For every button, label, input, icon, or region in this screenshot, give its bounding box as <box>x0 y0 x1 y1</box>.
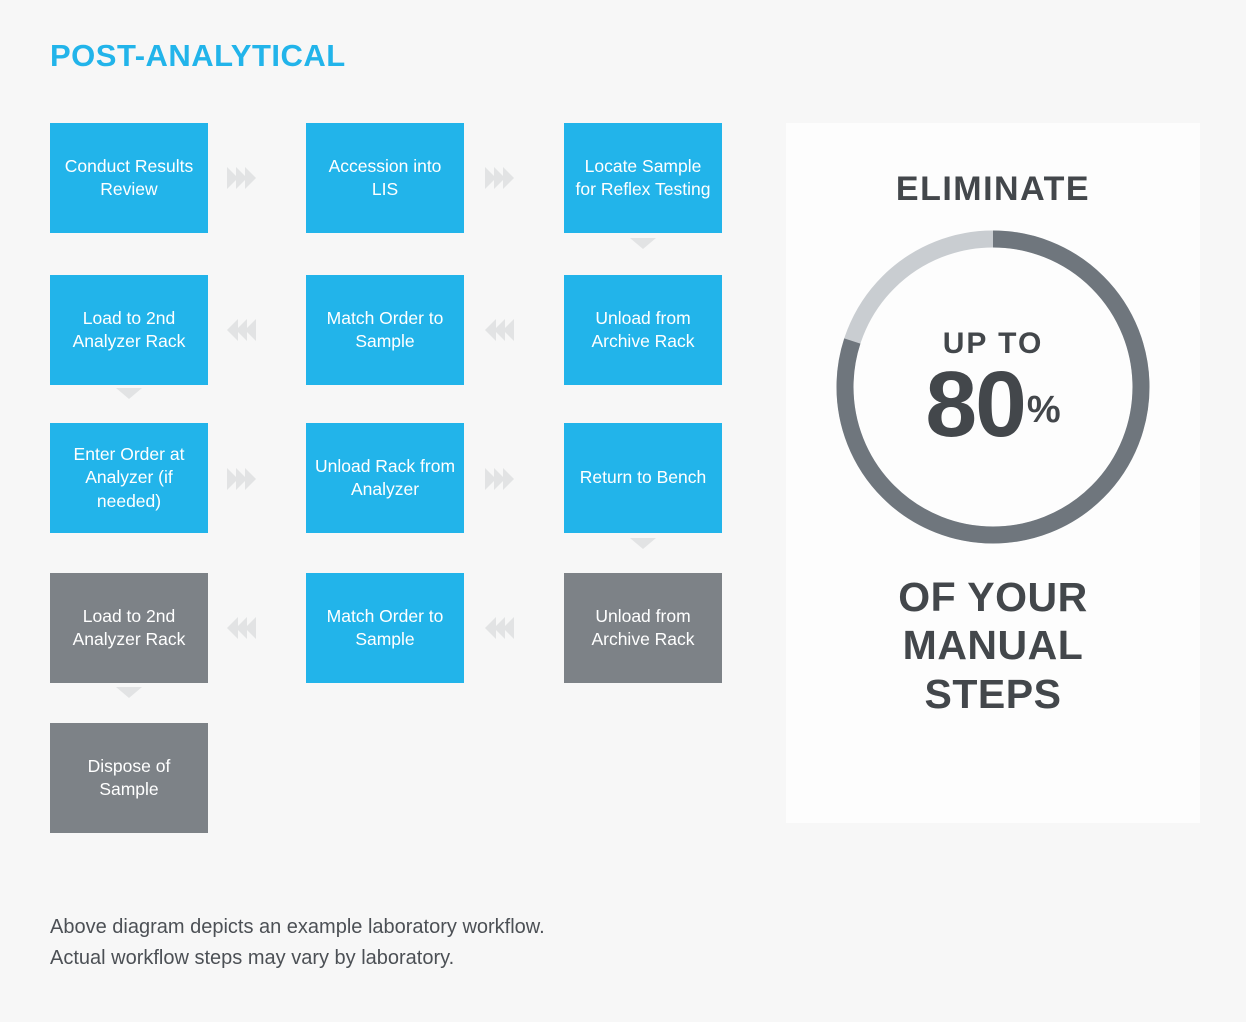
arrow-left-icon <box>486 319 513 341</box>
arrow-down-icon <box>116 389 142 398</box>
arrow-left-icon <box>486 617 513 639</box>
flow-node-label: Enter Order at Analyzer (if needed) <box>73 444 185 511</box>
flow-node-label: Match Order to Sample <box>326 307 444 351</box>
flow-node-return-to-bench <box>564 423 722 533</box>
flow-node-locate-sample-for-reflex-testing <box>564 123 722 233</box>
footnote-line-2: Actual workflow steps may vary by laboratory. <box>50 947 455 969</box>
arrow-down-icon <box>630 539 656 548</box>
stat-card-heading: ELIMINATE <box>895 170 1091 208</box>
footnote-line-1: Above diagram depicts an example laboratory workflow. <box>50 916 545 938</box>
page-title: POST-ANALYTICAL <box>50 38 346 73</box>
flow-node-conduct-results-review <box>50 123 208 233</box>
donut-value: 80 <box>925 352 1025 457</box>
arrow-down-icon <box>116 688 142 697</box>
flow-node-label: Locate Sample for Reflex Testing <box>575 155 711 199</box>
flow-node-load-to-2nd-analyzer-rack-1 <box>50 275 208 385</box>
flow-node-label: Unload from Archive Rack <box>591 605 695 649</box>
flow-node-unload-rack-from-analyzer <box>306 423 464 533</box>
flow-node-label: Unload Rack from Analyzer <box>314 455 456 499</box>
flow-node-label: Load to 2nd Analyzer Rack <box>72 605 186 649</box>
stat-card-tagline <box>786 573 1200 718</box>
tagline-line-1: OF YOUR <box>898 574 1088 620</box>
arrow-right-icon <box>228 167 255 189</box>
flow-node-label: Accession into LIS <box>328 155 442 199</box>
donut-percent-sign: % <box>1026 389 1061 432</box>
flow-node-label: Load to 2nd Analyzer Rack <box>72 307 186 351</box>
flow-node-dispose-of-sample <box>50 723 208 833</box>
flow-node-label: Return to Bench <box>579 467 707 488</box>
arrow-left-icon <box>228 617 255 639</box>
donut-chart <box>829 223 1157 551</box>
stat-card <box>786 123 1200 823</box>
flow-node-label: Dispose of Sample <box>87 755 171 799</box>
flow-node-unload-from-archive-rack-2 <box>564 573 722 683</box>
arrow-left-icon <box>228 319 255 341</box>
flow-node-accession-into-lis <box>306 123 464 233</box>
arrow-right-icon <box>486 167 513 189</box>
flow-node-label: Unload from Archive Rack <box>591 307 695 351</box>
flow-node-label: Match Order to Sample <box>326 605 444 649</box>
flow-node-match-order-to-sample-1 <box>306 275 464 385</box>
flow-node-enter-order-at-analyzer <box>50 423 208 533</box>
flow-node-label: Conduct Results Review <box>64 155 194 199</box>
flow-node-unload-from-archive-rack-1 <box>564 275 722 385</box>
arrow-down-icon <box>630 239 656 248</box>
footnote <box>50 912 810 974</box>
donut-up-to-label: UP TO <box>942 327 1044 361</box>
workflow-diagram <box>50 123 750 833</box>
arrow-right-icon <box>486 468 513 490</box>
flow-node-load-to-2nd-analyzer-rack-2 <box>50 573 208 683</box>
tagline-line-3: STEPS <box>924 670 1062 717</box>
tagline-line-2: MANUAL <box>902 622 1084 669</box>
flow-node-match-order-to-sample-2 <box>306 573 464 683</box>
arrow-right-icon <box>228 468 255 490</box>
